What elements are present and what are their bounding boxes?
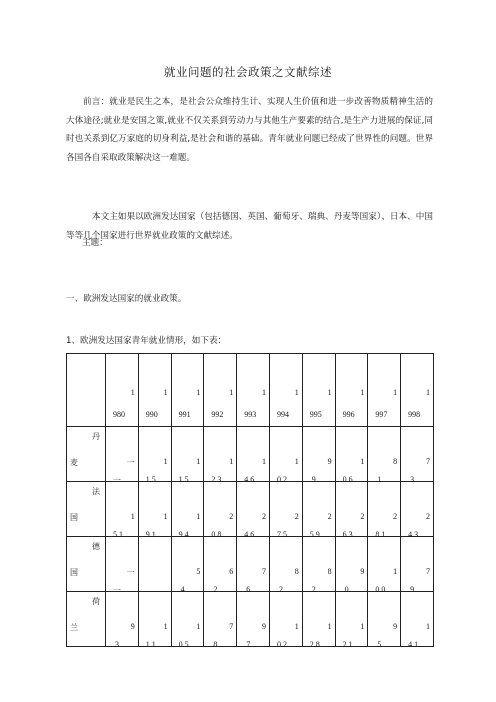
table-cell — [269, 592, 302, 647]
cell-text-top: 1 — [360, 388, 365, 397]
cell-text-top: 2 — [426, 512, 430, 521]
cell-text-bottom: 0.6 — [342, 475, 353, 484]
cell-text-bottom: 980 — [113, 410, 125, 419]
table-cell — [171, 427, 204, 482]
table-cell — [237, 592, 270, 647]
cell-text-top: 2 — [261, 512, 266, 521]
cell-text-bottom: .1 — [375, 475, 382, 484]
cell-text-top: 一 — [126, 458, 135, 467]
table-cell — [237, 427, 270, 482]
country-label-cell — [67, 537, 106, 592]
cell-text-bottom: 1.5 — [178, 475, 189, 484]
cell-text-top: 1 — [163, 512, 168, 521]
year-header-cell — [302, 354, 335, 427]
table-cell — [302, 592, 335, 647]
cell-text-bottom: 9.1 — [145, 530, 156, 539]
cell-text-top: 1 — [130, 512, 135, 521]
table-cell — [335, 482, 368, 537]
cell-text-bottom: 一 — [113, 586, 121, 595]
table-cell — [302, 537, 335, 592]
country-label-cell — [67, 592, 106, 647]
cell-text-bottom: 兰 — [70, 623, 78, 632]
cell-text-bottom: .4 — [178, 585, 185, 594]
cell-text-bottom: 5.9 — [309, 530, 320, 539]
table-cell — [368, 537, 401, 592]
cell-text-top: 1 — [229, 388, 234, 397]
table-cell — [204, 592, 237, 647]
cell-text-top: 1 — [163, 388, 168, 397]
employment-table — [66, 353, 434, 647]
year-header-cell — [138, 354, 171, 427]
table-header-row — [67, 354, 434, 427]
cell-text-top: 1 — [393, 388, 398, 397]
table-cell — [138, 427, 171, 482]
intro-paragraph: 本文主如果以欧洲发达国家（包括德国、英国、葡萄牙、瑞典、丹麦等国家）、日本、中国等等几个国家进行世界就业政策的文献综述。 — [66, 212, 433, 241]
table-cell — [138, 537, 171, 592]
table-cell — [171, 592, 204, 647]
cell-text-bottom: .9 — [408, 585, 415, 594]
year-header-cell — [269, 354, 302, 427]
cell-text-bottom: 0.2 — [276, 475, 287, 484]
table-cell — [138, 592, 171, 647]
table-cell — [204, 482, 237, 537]
table-cell — [302, 482, 335, 537]
cell-text-bottom: .6 — [244, 585, 251, 594]
table-cell — [171, 482, 204, 537]
cell-text-bottom: 998 — [408, 410, 421, 419]
cell-text-bottom: 992 — [211, 410, 224, 419]
document-title: 就业问题的社会政策之文献综述 — [164, 65, 332, 79]
preface-paragraph: 前言：就业是民生之本，是社会公众维持生计、实现人生价值和进一步改善物质精神生活的大体途径;就业是安国之策,就业不仅关系到劳动力与其他生产要素的结合,是生产力进展的保证,同时也关系到亿万家庭的切身利益,是社会和谐的基础。青年就业问题已经成了世界性的问题。世界各国各自采取政策解决这一难题。 — [66, 97, 433, 163]
country-label-cell — [67, 427, 106, 482]
cell-text-top: 1 — [294, 457, 299, 466]
table-cell — [335, 427, 368, 482]
cell-text-top: 1 — [426, 388, 430, 397]
table-row — [67, 537, 434, 592]
cell-text-top: 1 — [294, 622, 299, 631]
cell-text-bottom: 7.5 — [276, 530, 287, 539]
topic-label: 主题： — [82, 238, 108, 248]
table-cell — [401, 537, 434, 592]
table-cell — [269, 427, 302, 482]
cell-text-bottom: .3 — [408, 475, 415, 484]
cell-text-top: 1 — [327, 622, 332, 631]
year-header-cell — [335, 354, 368, 427]
cell-text-top: 1 — [196, 457, 201, 466]
cell-text-bottom: 4.6 — [244, 475, 255, 484]
cell-text-top: 7 — [229, 622, 234, 631]
cell-text-bottom: .9 — [309, 475, 316, 484]
cell-text-bottom: 0.2 — [276, 640, 287, 649]
cell-text-top: 丹 — [92, 432, 100, 441]
cell-text-bottom: 9.4 — [178, 530, 189, 539]
cell-text-top: 8 — [294, 567, 299, 576]
cell-text-top: 2 — [360, 512, 365, 521]
cell-text-bottom: 994 — [276, 410, 289, 419]
cell-text-bottom: 4.6 — [244, 530, 255, 539]
cell-text-bottom: 996 — [342, 410, 355, 419]
cell-text-top: 1 — [360, 457, 365, 466]
table-cell — [401, 592, 434, 647]
table-cell — [204, 427, 237, 482]
cell-text-top: 1 — [196, 388, 201, 397]
cell-text-bottom: 991 — [178, 410, 191, 419]
cell-text-top: 德 — [92, 542, 100, 551]
cell-text-top: 1 — [426, 622, 430, 631]
cell-text-top: 8 — [327, 567, 332, 576]
table-row — [67, 592, 434, 647]
cell-text-bottom: .7 — [244, 640, 251, 649]
table-cell — [237, 537, 270, 592]
cell-text-bottom: 4.1 — [408, 640, 419, 649]
year-header-cell — [401, 354, 434, 427]
cell-text-top: 2 — [294, 512, 299, 521]
cell-text-top: 1 — [294, 388, 299, 397]
table-cell — [269, 482, 302, 537]
cell-text-top: 8 — [393, 457, 398, 466]
cell-text-bottom: 麦 — [70, 458, 78, 467]
cell-text-top: 1 — [360, 622, 365, 631]
cell-text-bottom: 0.8 — [211, 530, 222, 539]
cell-text-bottom: .2 — [276, 585, 283, 594]
cell-text-top: 9 — [393, 622, 398, 631]
cell-text-top: 1 — [229, 457, 234, 466]
cell-text-top: 7 — [426, 457, 430, 466]
cell-text-bottom: 8.1 — [375, 530, 386, 539]
cell-text-bottom: 4.3 — [408, 530, 419, 539]
year-header-cell — [106, 354, 139, 427]
cell-text-top: 9 — [130, 622, 135, 631]
cell-text-bottom: 国 — [70, 513, 78, 522]
table-cell — [401, 482, 434, 537]
table-cell — [171, 537, 204, 592]
cell-text-bottom: .3 — [113, 640, 119, 649]
cell-text-bottom: .2 — [309, 585, 316, 594]
table-cell — [106, 427, 139, 485]
cell-text-top: 1 — [261, 388, 266, 397]
cell-text-bottom: .2 — [211, 585, 218, 594]
cell-text-bottom: 990 — [145, 410, 158, 419]
section-heading: 一、欧洲发达国家的就业政策。 — [66, 294, 187, 304]
cell-text-bottom: 一 — [113, 476, 121, 485]
table-cell — [368, 482, 401, 537]
cell-text-top: 6 — [229, 567, 234, 576]
year-header-cell — [204, 354, 237, 427]
cell-text-bottom: 997 — [375, 410, 388, 419]
table-cell — [237, 482, 270, 537]
year-header-cell — [368, 354, 401, 427]
cell-text-top: 9 — [327, 457, 332, 466]
table-cell — [368, 427, 401, 482]
cell-text-bottom: 国 — [70, 568, 78, 577]
table-cell — [302, 427, 335, 482]
cell-text-bottom: 0.0 — [375, 585, 386, 594]
cell-text-top: 2 — [229, 512, 234, 521]
cell-text-top: 一 — [126, 568, 135, 577]
country-label-cell — [67, 482, 106, 537]
table-cell — [106, 482, 139, 537]
table-cell — [401, 427, 434, 482]
table-cell — [335, 592, 368, 647]
table-cell — [106, 537, 139, 595]
cell-text-bottom: 2.3 — [211, 475, 222, 484]
year-header-cell — [171, 354, 204, 427]
table-corner-cell — [67, 354, 106, 427]
cell-text-bottom: 5.1 — [113, 530, 123, 539]
cell-text-top: 荷 — [92, 597, 100, 606]
cell-text-top: 1 — [163, 457, 168, 466]
subsection-heading: 1、欧洲发达国家青年就业情形，如下表： — [66, 336, 227, 346]
cell-text-bottom: .8 — [211, 640, 218, 649]
table-cell — [204, 537, 237, 592]
cell-text-top: 9 — [360, 567, 365, 576]
cell-text-bottom: .0 — [342, 585, 349, 594]
cell-text-bottom: .5 — [375, 640, 382, 649]
cell-text-bottom: 6.3 — [342, 530, 353, 539]
table-cell — [106, 592, 139, 647]
table-cell — [269, 537, 302, 592]
cell-text-top: 7 — [426, 567, 430, 576]
cell-text-top: 1 — [327, 388, 332, 397]
table-row — [67, 427, 434, 482]
cell-text-bottom: 2.1 — [342, 640, 353, 649]
cell-text-bottom: 995 — [309, 410, 322, 419]
cell-text-bottom: 1.5 — [145, 475, 156, 484]
cell-text-top: 9 — [261, 622, 266, 631]
cell-text-top: 1 — [196, 512, 201, 521]
cell-text-bottom: 993 — [244, 410, 257, 419]
cell-text-top: 法 — [92, 487, 100, 496]
cell-text-top: 1 — [393, 567, 398, 576]
cell-text-top: 1 — [130, 388, 135, 397]
cell-text-top: 1 — [196, 622, 201, 631]
cell-text-bottom: 2.8 — [309, 640, 320, 649]
year-header-cell — [237, 354, 270, 427]
cell-text-top: 2 — [393, 512, 398, 521]
cell-text-bottom: 0.5 — [178, 640, 189, 649]
table-cell — [368, 592, 401, 647]
cell-text-top: 5 — [196, 567, 201, 576]
cell-text-top: 1 — [261, 457, 266, 466]
table-cell — [138, 482, 171, 537]
cell-text-top: 2 — [327, 512, 332, 521]
cell-text-top: 1 — [163, 622, 168, 631]
table-row — [67, 482, 434, 537]
cell-text-bottom: 1.1 — [145, 640, 156, 649]
table-cell — [335, 537, 368, 592]
cell-text-top: 7 — [261, 567, 266, 576]
